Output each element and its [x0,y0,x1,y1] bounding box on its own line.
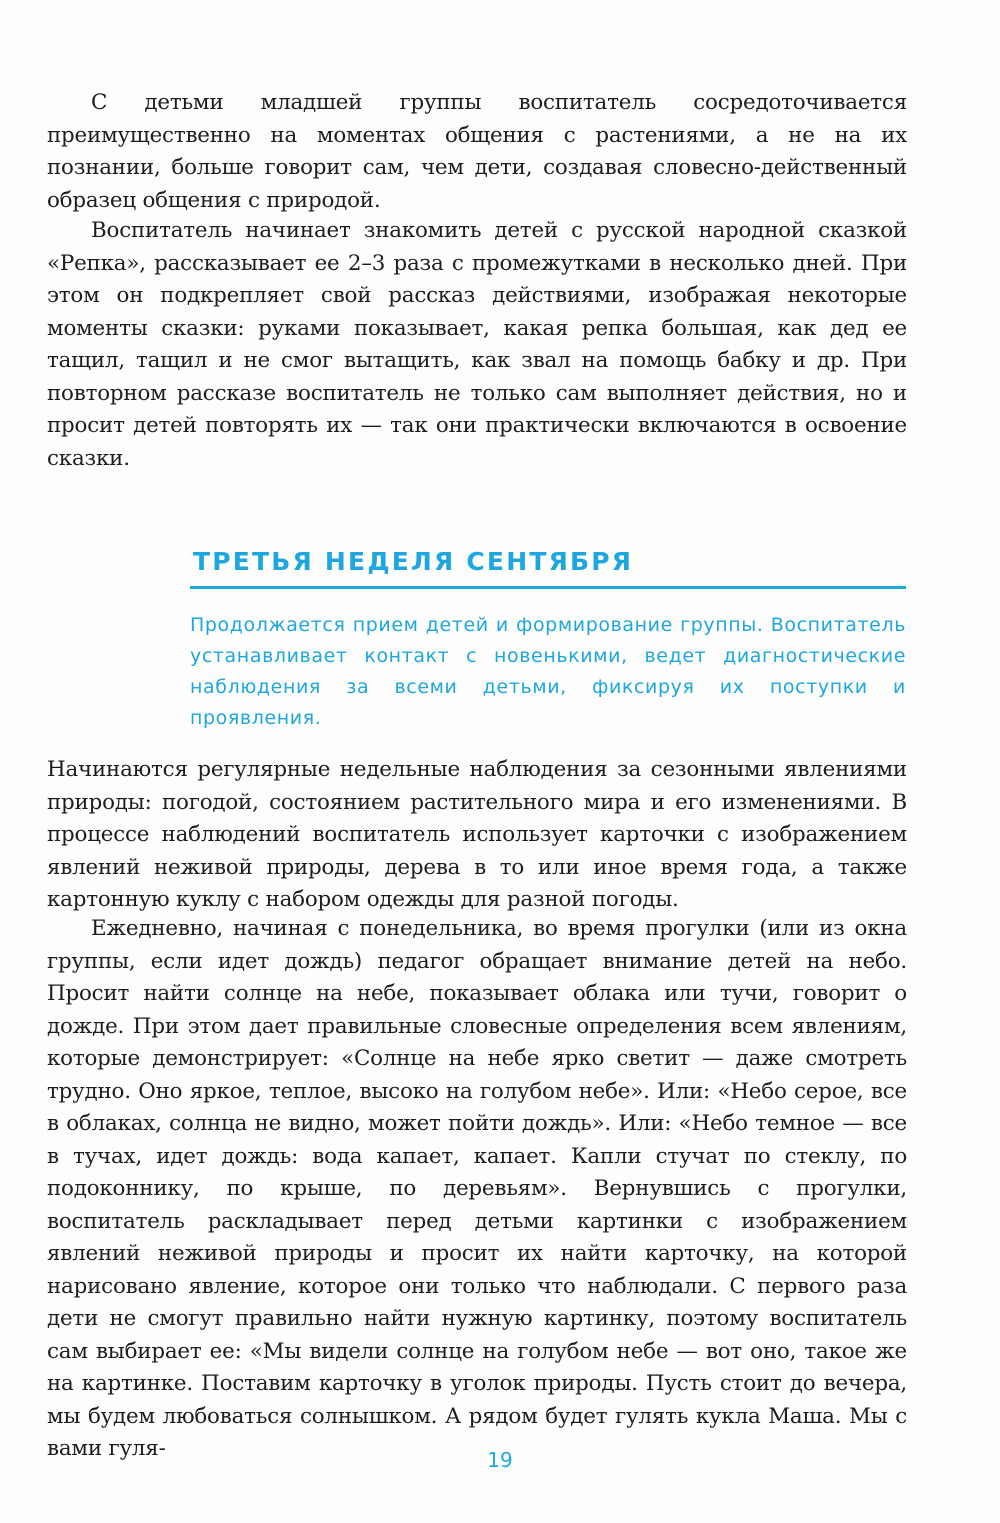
paragraph-daily-sky: Ежедневно, начиная с понедельника, во время прогулки (или из окна группы, если идет дождь) педагог обращает внимание детей на небо. Просит найти солнце на небе, показывает облака или тучи, говорит о дожде. При этом дает правильные словесные определения всем явлениям, которые демонстрирует: «Солнце на небе ярко светит — даже смотреть трудно. Оно яркое, теплое, высоко на голубом небе». Или: «Небо серое, все в облаках, солнца не видно, может пойти дождь». Или: «Небо темное — все в тучах, идет дождь: вода капает, капает. Капли стучат по стеклу, по подоконнику, по крыше, по деревьям». Вернувшись с прогулки, воспитатель раскладывает перед детьми картинки с изображением явлений неживой природы и просит их найти карточку, на которой нарисовано явление, которое они только что наблюдали. С первого раза дети не смогут правильно найти нужную картинку, поэтому воспитатель сам выбирает ее: «Мы видели солнце на голубом небе — вот оно, такое же на картинке. Поставим карточку в уголок природы. Пусть стоит до вечера, мы будем любоваться солнышком. А рядом будет гулять кукла Маша. Мы с вами гуля- [47,916,907,1461]
page-number: 19 [487,1448,513,1472]
section-heading: ТРЕТЬЯ НЕДЕЛЯ СЕНТЯБРЯ [193,547,634,576]
heading-underline [190,586,906,589]
paragraph-repka-tale: Воспитатель начинает знакомить детей с русской народной сказкой «Репка», рассказывает ее 2–3 раза с промежутками в несколько дней. При этом он подкрепляет свой рассказ действиями, изображая некоторые моменты сказки: руками показывает, какая репка большая, как дед ее тащил, тащил и не смог вытащить, как звал на помощь бабку и др. При повторном рассказе воспитатель не только сам выполняет действия, но и просит детей повторять их — так они практически включаются в освоение сказки. [47,218,907,471]
paragraph-seasonal-observations: Начинаются регулярные недельные наблюдения за сезонными явлениями природы: погодой, состоянием растительного мира и его изменениями. В процессе наблюдений воспитатель использует карточки с изображением явлений неживой природы, дерева в то или иное время года, а также картонную куклу с набором одежды для разной погоды. [47,757,907,912]
section-lead: Продолжается прием детей и формирование группы. Воспитатель устанавливает контакт с новенькими, ведет диагностические наблюдения за всеми детьми, фиксируя их поступки и проявления. [190,614,906,729]
paragraph-junior-group: С детьми младшей группы воспитатель сосредоточивается преимущественно на моментах общения с растениями, а не на их познании, больше говорит сам, чем дети, создавая словесно-действенный образец общения с природой. [47,90,907,213]
